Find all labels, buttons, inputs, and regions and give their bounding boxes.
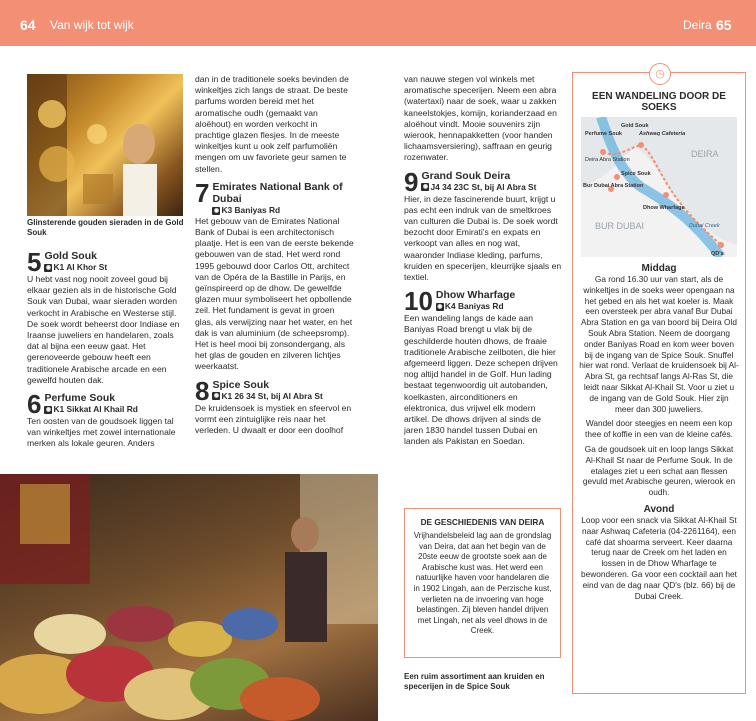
entry-7-number: 7: [195, 177, 210, 208]
map-pin-icon: ◉: [213, 207, 220, 214]
evening-heading: Avond: [643, 503, 675, 515]
map-label-deira-abra: Deira Abra Station: [585, 157, 630, 163]
entry-9-heading: [404, 166, 562, 197]
gold-souk-illustration: [27, 74, 183, 216]
map-label-ashwaq: Ashwaq Cafeteria: [639, 131, 686, 137]
clock-icon: ◷: [649, 63, 671, 85]
entry-7-heading: [195, 177, 355, 216]
entry-9-number: 9: [404, 166, 419, 197]
spice-souk-continued-text: van nauwe stegen vol winkels met aromatische specerijen. Neem een abra (watertaxi) naar de soek, waar u zakken kaneelstokjes, komijn, korianderzaad en aloëhout vindt. Mooie souvenirs zijn wierook, hennapakketten (voor handen lichaamsversiering), saffraan en geurig rozenwater.: [404, 74, 557, 163]
entry-6-heading: [27, 389, 187, 420]
entry-8-heading: [195, 375, 355, 406]
map-label-bur-dubai-abra: Bur Dubai Abra Station: [583, 183, 644, 189]
walk-title: EEN WANDELING DOOR DE SOEKS: [592, 91, 726, 113]
spice-souk-illustration: [0, 474, 378, 721]
entry-5-heading: [27, 247, 187, 277]
entry-6-number: 6: [27, 389, 42, 420]
column-3: [404, 74, 562, 448]
midday-text: Ga rond 16.30 uur van start, als de winkeltjes in de soeks weer opengaan na het gebed en als het wat koeler is. Maak een oversteek per abra vanaf Bur Dubai Abra Station en ga van boord bij Deira Old Souk Abra Station. Neem de doorgang onder Baniyas Road en kom weer boven bij de ingang van de Spice Souk. Snuffel hier wat rond. Verlaat de kruidensoek bij Al-Abra St, ga rechtsaf langs Al-Ras St, die leidt naar Sikkat Al-Khail St. Voor u ziet u de ingang van de Gold Souk. Hier zijn meer dan 300 juweliers.: [579, 274, 739, 414]
right-section-title: Deira: [683, 18, 712, 32]
perfume-souk-continued-text: dan in de traditionele soeks bevinden de winkeltjes zich langs de straat. De beste parfums worden bereid met het aromatische oudh (gemaakt van aloëhout) en worden verkocht in prachtige glazen flesjes. In de meeste winkeltjes kunt u ook zelf parfumoliën mengen om uw favoriete geur samen te stellen.: [195, 74, 349, 174]
column-2: [195, 74, 355, 436]
entry-5-number: 5: [27, 247, 42, 277]
left-page-number: 64: [20, 17, 36, 33]
spice-souk-photo: [0, 474, 378, 721]
history-box: [404, 508, 561, 658]
walk-sidebar: [572, 68, 746, 694]
page-header: [0, 0, 756, 46]
entry-10-heading: [404, 286, 562, 317]
walk-text-block: [579, 263, 739, 601]
entry-10-title: Dhow Wharfage: [435, 289, 516, 302]
right-page-number: 65: [716, 17, 732, 33]
entry-10-number: 10: [404, 286, 433, 317]
entry-10-text: Een wandeling langs de kade aan Baniyas Road brengt u vlak bij de geschilderde houten dhows, de fraaie traditionele Arabische zeilboten, die hier afgemeerd liggen. Deze schepen drijven nog altijd handel in de Golf. Hun lading bestaat tegenwoordig uit autobanden, koelkasten, airconditioners en elektronica, dus vrijwel elk modern artikel. De dhows drijven al sinds de jaren 1830 handel tussen Dubai en landen als Pakistan en Soedan.: [404, 313, 558, 447]
entry-6-text: Ten oosten van de goudsoek liggen tal van winkeltjes met zowel internationale merken als lokale geuren. Anders: [27, 416, 176, 449]
entry-7-text: Het gebouw van de Emirates National Bank of Dubai is een architectonisch plaatje. Het is een van de eerste bekende gebouwen van de stad. Het werd rond 1995 gebouwd door Carlos Ott, architect van de Opéra de la Bastille in Parijs, en geïnspireerd op de dhow. De gewelfde glazen muur symboliseert het opbollende zeil. Het fundament is gevat in groen glas, als verwijzing naar het water, en het dak is van aluminium (de scheepsromp). Het is heel mooi bij zonsondergang, als het glas de gouden en zilveren lichtjes weerkaatst.: [195, 215, 354, 372]
walk-map-drawing: [581, 117, 737, 257]
map-pin-icon: ◉: [45, 264, 52, 271]
entry-8-text: De kruidensoek is mystiek en sfeervol en vormt een zintuiglijke reis naar het verleden. U dwaalt er door een doolhof: [195, 402, 352, 436]
entry-9-title: Grand Souk Deira: [421, 169, 511, 182]
map-pin-icon: ◉: [422, 184, 429, 191]
history-box-title: DE GESCHIEDENIS VAN DEIRA: [420, 517, 545, 527]
map-pin-icon: ◉: [437, 304, 443, 311]
entry-5-meta: K1 Al Khor St: [53, 262, 108, 272]
entry-10-meta: K4 Baniyas Rd: [444, 301, 504, 312]
entry-5-title: Gold Souk: [44, 250, 97, 262]
map-label-perfume: Perfume Souk: [585, 131, 622, 137]
entry-7-meta: K3 Baniyas Rd: [221, 204, 281, 215]
gold-souk-caption: Glinsterende gouden sieraden in de Gold Souk: [27, 218, 184, 237]
map-label-dhow: Dhow Wharfage: [643, 205, 685, 211]
map-pin-icon: ◉: [213, 393, 220, 400]
history-box-text: Vrijhandelsbeleid lag aan de grondslag van Deira, dat aan het begin van de 20ste eeuw de grootste soek aan de Arabische kust was. Het werd een natuurlijke haven voor handelaren die in 1902 Lingah, aan de Perzische kust, verlieten na de invoering van hoge belastingen. Zij bleven handel drijven met Lingah, net als veel dhows in de Creek.: [413, 531, 552, 636]
entry-5-text: U hebt vast nog nooit zoveel goud bij elkaar gezien als in de historische Gold Souk van Dubai, waar sieraden worden verkocht in Arabische en Westerse stijl. De soek wordt beheerst door Indiase en Iraanse juweliers en handelaren, zoals dat al bijna een eeuw gaat. Het gerenoveerde gebouw heeft een traditionele Arabische arcade en een gewelfd houten dak.: [27, 274, 180, 385]
entry-8-meta: K1 26 34 St, bij Al Abra St: [221, 390, 323, 401]
walk-map: [581, 117, 737, 257]
entry-9-text: Hier, in deze fascinerende buurt, krijgt u pas echt een indruk van de smeltkroes van culturen die Dubai is. De soek wordt bezocht door Emirati's en expats en verkoopt van alles en nog wat, waaronder Indiase kleding, parfums, kruiden en specerijen, kleurrijke sjaals en textiel.: [404, 193, 562, 283]
entry-8-number: 8: [195, 375, 210, 406]
entry-6-title: Perfume Souk: [44, 392, 116, 405]
entry-6-meta: K1 Sikkat Al Khail Rd: [53, 404, 138, 415]
map-label-qds: QD's: [711, 251, 724, 257]
midday-text-3: Ga de goudsoek uit en loop langs Sikkat Al-Khail St naar de Perfume Souk. In de etalages ziet u een schat aan flessen gevuld met Arabische geuren, wierook en oudh.: [582, 443, 736, 498]
midday-text-2: Wandel door steegjes en neem een kop thee of koffie in een van de kleine cafés.: [585, 418, 733, 440]
left-section-title: Van wijk tot wijk: [50, 18, 134, 32]
map-pin-icon: ◉: [45, 406, 52, 413]
gold-souk-photo: [27, 74, 183, 216]
map-label-dubai-creek: Dubai Creek: [689, 223, 720, 229]
column-1: [27, 244, 187, 450]
midday-heading: Middag: [641, 263, 677, 274]
entry-9-meta: J4 34 23C St, bij Al Abra St: [430, 181, 537, 192]
entry-7-title: Emirates National Bank of Dubai: [212, 180, 343, 205]
map-label-bur-dubai: BUR DUBAI: [595, 221, 645, 231]
map-label-deira: DEIRA: [691, 149, 719, 159]
entry-8-title: Spice Souk: [212, 378, 270, 391]
map-label-spice: Spice Souk: [621, 171, 651, 177]
map-label-gold: Gold Souk: [621, 123, 649, 129]
evening-text: Loop voor een snack via Sikkat Al-Khail St naar Ashwaq Cafeteria (04-2261164), een café dat shoarma serveert. Keer daarna terug naar de Creek om het laden en lossen in de Dhow Wharfage te bewonderen. Ga voor een cocktail aan het eind van de dag naar QD's (blz. 66) bij de Dubai Creek.: [581, 514, 737, 601]
spice-souk-caption: Een ruim assortiment aan kruiden en specerijen in de Spice Souk: [404, 672, 545, 691]
